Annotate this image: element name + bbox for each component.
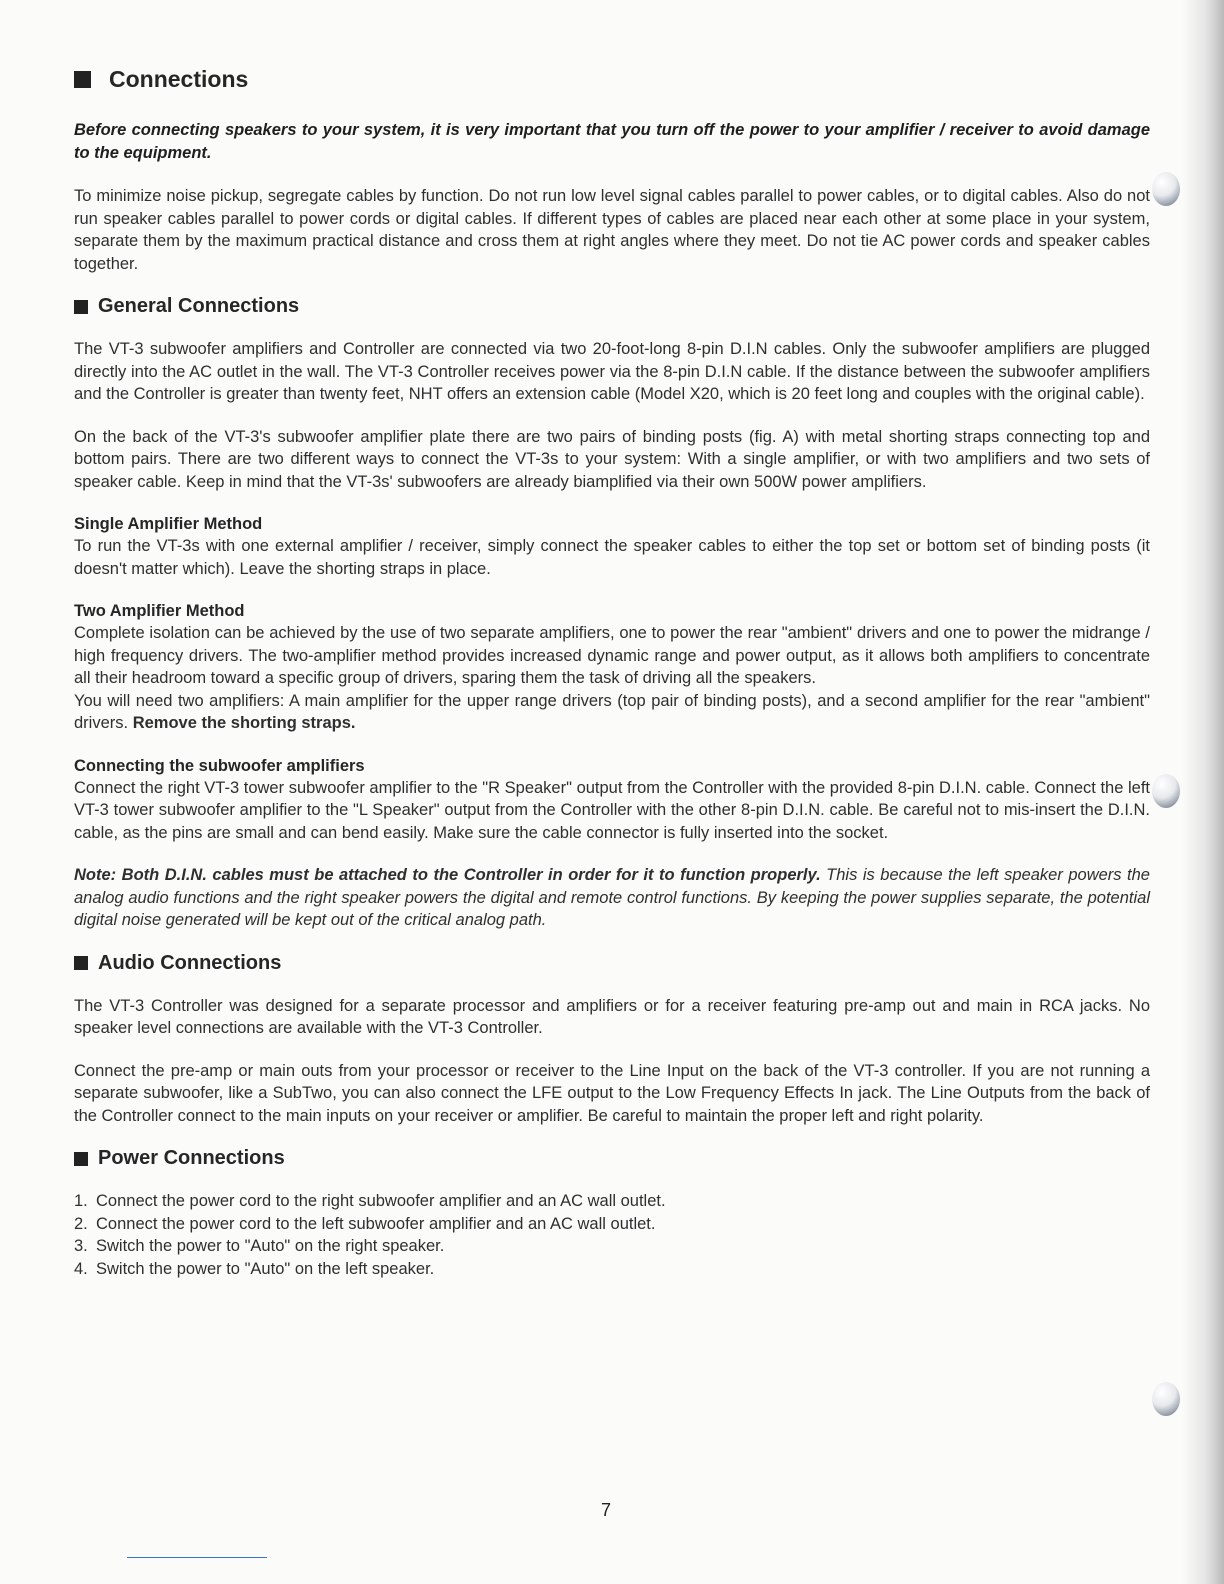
- noise-intro-paragraph: To minimize noise pickup, segregate cables by function. Do not run low level signal cables parallel to power cables, or to digital cables. Also do not run speaker cables parallel to power cords or digital cables. If different types of cables are placed near each other at some place in your system, separate them by the maximum practical distance and cross them at right angles where they meet. Do not tie AC power cords and speaker cables together.: [74, 187, 1150, 273]
- general-paragraph-2: On the back of the VT-3's subwoofer amplifier plate there are two pairs of binding posts (fig. A) with metal shorting straps connecting top and bottom pairs. There are two different ways to connect the VT-3s to your system: With a single amplifier, or with two amplifiers and two sets of speaker cable. Keep in mind that the VT-3s' subwoofers are already biamplified via their own 500W power amplifiers.: [74, 427, 1150, 491]
- two-amplifier-text-2-body: You will need two amplifiers: A main amplifier for the upper range drivers (top pair of binding posts), and a second amplifier for the rear "ambient" drivers.: [74, 691, 1150, 732]
- general-connections-heading: [74, 295, 1150, 318]
- step-text: Connect the power cord to the left subwoofer amplifier and an AC wall outlet.: [96, 1214, 656, 1233]
- din-note: [74, 864, 1150, 932]
- step-text: Connect the power cord to the right subwoofer amplifier and an AC wall outlet.: [96, 1192, 666, 1210]
- audio-paragraph-2: Connect the pre-amp or main outs from your processor or receiver to the Line Input on the back of the VT-3 controller. If you are not running a separate subwoofer, like a SubTwo, you can also connect the LFE output to the Low Frequency Effects In jack. The Line Outputs from the back of the Controller connect to the main inputs on your receiver or amplifier. Be careful to maintain the proper left and right polarity.: [74, 1061, 1150, 1125]
- single-amplifier-title: Single Amplifier Method: [74, 515, 263, 533]
- subwoofer-amplifiers-title: Connecting the subwoofer amplifiers: [74, 756, 365, 775]
- power-connections-heading: [74, 1147, 1150, 1170]
- step-number: 3.: [74, 1237, 88, 1255]
- two-amplifier-section: [74, 600, 1150, 735]
- page-number: 7: [600, 1500, 611, 1520]
- subwoofer-amplifiers-text: Connect the right VT-3 tower subwoofer amplifier to the "R Speaker" output from the Controller with the provided 8-pin D.I.N. cable. Connect the left VT-3 tower subwoofer amplifier to the "L Speaker" output from the Controller with the other 8-pin D.I.N. cable. Be careful not to mis-insert the D.I.N. cable, as the pins are small and can bend easily. Make sure the cable connector is fully inserted into the socket.: [74, 778, 1150, 842]
- audio-paragraph-1: The VT-3 Controller was designed for a separate processor and amplifiers or for a receiver featuring pre-amp out and main in RCA jacks. No speaker level connections are available with the VT-3 Controller.: [74, 996, 1150, 1037]
- step-number: 2.: [74, 1214, 88, 1233]
- step-text: Switch the power to "Auto" on the right speaker.: [96, 1237, 445, 1255]
- list-item: [74, 1235, 1150, 1258]
- list-item: [74, 1213, 1150, 1236]
- binder-hole-middle: [1152, 774, 1180, 808]
- square-bullet-icon: [74, 956, 88, 970]
- two-amplifier-text-1: Complete isolation can be achieved by the use of two separate amplifiers, one to power the rear "ambient" drivers and one to power the midrange / high frequency drivers. The two-amplifier method provides increased dynamic range and power output, as it allows both amplifiers to concentrate all their headroom toward a specific group of drivers, sparing them the task of driving all the speakers.: [74, 624, 1150, 687]
- din-note-text: This is because the left speaker powers the analog audio functions and the right speaker powers the digital and remote control functions. By keeping the power supplies separate, the potential digital noise generated will be kept out of the critical analog path.: [74, 866, 1150, 929]
- binder-hole-top: [1152, 172, 1180, 206]
- step-text: Switch the power to "Auto" on the left speaker.: [96, 1259, 435, 1278]
- page-edge-shadow: [1182, 0, 1224, 1584]
- single-amplifier-text: To run the VT-3s with one external amplifier / receiver, simply connect the speaker cables to either the top set or bottom set of binding posts (it doesn't matter which). Leave the shorting straps in place.: [74, 537, 1150, 578]
- general-connections-title: General Connections: [98, 295, 300, 317]
- step-number: 4.: [74, 1259, 88, 1278]
- audio-connections-heading: [74, 952, 1150, 975]
- audio-connections-title: Audio Connections: [98, 951, 282, 974]
- power-off-warning: Before connecting speakers to your system, it is very important that you turn off the power to your amplifier / receiver to avoid damage to the equipment.: [74, 121, 1150, 162]
- square-bullet-icon: [74, 71, 91, 88]
- subwoofer-amplifiers-section: [74, 755, 1150, 845]
- step-number: 1.: [74, 1192, 88, 1210]
- power-steps-list: [74, 1190, 1150, 1280]
- connections-title: Connections: [109, 66, 249, 92]
- page-content: [74, 66, 1150, 1280]
- bottom-divider: [127, 1557, 267, 1558]
- din-note-bold: Note: Both D.I.N. cables must be attached to the Controller in order for it to function properly.: [74, 866, 821, 884]
- binder-hole-bottom: [1152, 1382, 1180, 1416]
- list-item: [74, 1190, 1150, 1213]
- list-item: [74, 1258, 1150, 1281]
- square-bullet-icon: [74, 300, 88, 314]
- general-paragraph-1: The VT-3 subwoofer amplifiers and Controller are connected via two 20-foot-long 8-pin D.I.N cables. Only the subwoofer amplifiers are plugged directly into the AC outlet in the wall. The VT-3 Controller receives power via the 8-pin D.I.N cable. If the distance between the subwoofer amplifiers and the Controller is greater than twenty feet, NHT offers an extension cable (Model X20, which is 20 feet long and couples with the original cable).: [74, 340, 1150, 403]
- remove-straps-instruction: Remove the shorting straps.: [132, 714, 356, 732]
- two-amplifier-text-2: [74, 690, 1150, 735]
- power-connections-title: Power Connections: [98, 1147, 285, 1169]
- square-bullet-icon: [74, 1152, 88, 1166]
- connections-heading: [74, 66, 1150, 93]
- single-amplifier-section: [74, 513, 1150, 580]
- two-amplifier-title: Two Amplifier Method: [74, 602, 245, 620]
